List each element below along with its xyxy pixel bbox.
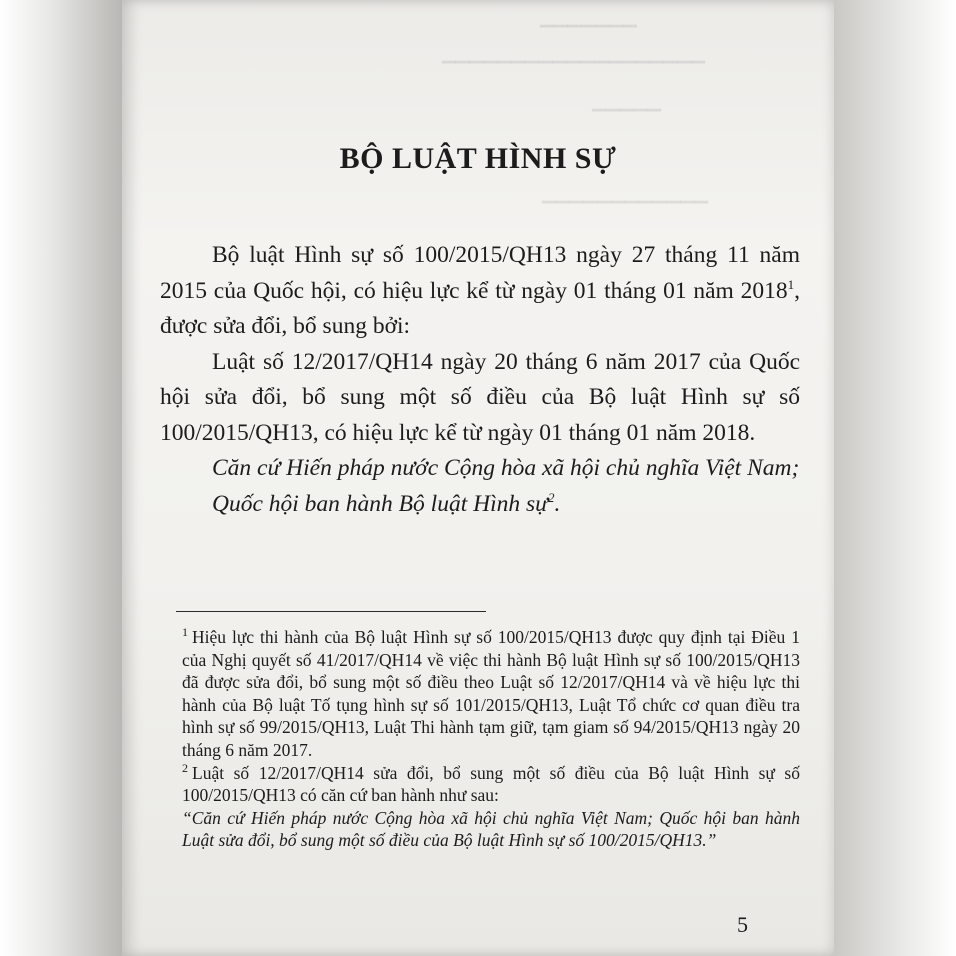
paragraph xyxy=(160,238,800,345)
footnotes xyxy=(182,626,800,852)
show-through-text: ▁▁▁▁▁▁▁▁▁▁▁▁ xyxy=(542,183,709,203)
show-through-text: ▁▁▁▁▁▁▁ xyxy=(540,7,637,27)
footnote xyxy=(182,626,800,762)
preamble-line xyxy=(160,487,800,523)
footnote-text: Luật số 12/2017/QH14 sửa đổi, bổ sung một số điều của Bộ luật Hình sự số 100/2015/QH13 có căn cứ ban hành như sau: xyxy=(182,762,800,806)
background-right xyxy=(834,0,956,956)
footnote-number: 1 xyxy=(182,625,188,640)
book-page xyxy=(122,0,834,956)
paragraph-text: Bộ luật Hình sự số 100/2015/QH13 ngày 27 tháng 11 năm 2015 của Quốc hội, có hiệu lực kể từ ngày 01 tháng 01 năm 2018 xyxy=(160,242,800,304)
page-title: BỘ LUẬT HÌNH SỰ xyxy=(339,142,617,175)
footnote-text: Hiệu lực thi hành của Bộ luật Hình sự số 100/2015/QH13 được quy định tại Điều 1 của Nghị quyết số 41/2017/QH14 về việc thi hành Bộ luật Hình sự số 100/2015/QH13 đã được sửa đổi, bổ sung một số điều theo Luật số 12/2017/QH14 và về hiệu lực thi hành của Bộ luật Tố tụng hình sự số 101/2015/QH13, Luật Tổ chức cơ quan điều tra hình sự số 99/2015/QH13, Luật Thi hành tạm giữ, tạm giam số 94/2015/QH13 ngày 20 tháng 6 năm 2017. xyxy=(182,627,800,760)
show-through-text: ▁▁▁▁▁▁▁▁▁▁▁▁▁▁▁▁▁▁▁ xyxy=(442,43,706,63)
preamble-line: Căn cứ Hiến pháp nước Cộng hòa xã hội chủ nghĩa Việt Nam; xyxy=(212,455,800,481)
paragraph-text: Quốc hội ban hành Bộ luật Hình sự xyxy=(212,490,548,517)
footnote-quote: “Căn cứ Hiến pháp nước Cộng hòa xã hội chủ nghĩa Việt Nam; Quốc hội ban hành Luật sửa đổi, bổ sung một số điều của Bộ luật Hình sự số 100/2015/QH13.” xyxy=(182,807,800,851)
footnote-number: 2 xyxy=(182,760,188,775)
footnote xyxy=(182,762,800,807)
footnote-ref: 1 xyxy=(787,276,795,292)
page-number: 5 xyxy=(737,912,748,937)
paragraph: Luật số 12/2017/QH14 ngày 20 tháng 6 năm 2017 của Quốc hội sửa đổi, bổ sung một số điều của Bộ luật Hình sự số 100/2015/QH13, có hiệu lực kể từ ngày 01 tháng 01 năm 2018. xyxy=(160,348,800,446)
footnote-ref: 2 xyxy=(547,489,555,505)
background-left xyxy=(0,0,122,956)
main-text xyxy=(160,238,800,522)
show-through-text: ▁▁▁▁▁ xyxy=(592,91,662,111)
paragraph-text: , được sửa đổi, bổ sung bởi: xyxy=(160,277,800,339)
paragraph-text: . xyxy=(554,490,561,517)
footnote-divider xyxy=(176,611,486,612)
